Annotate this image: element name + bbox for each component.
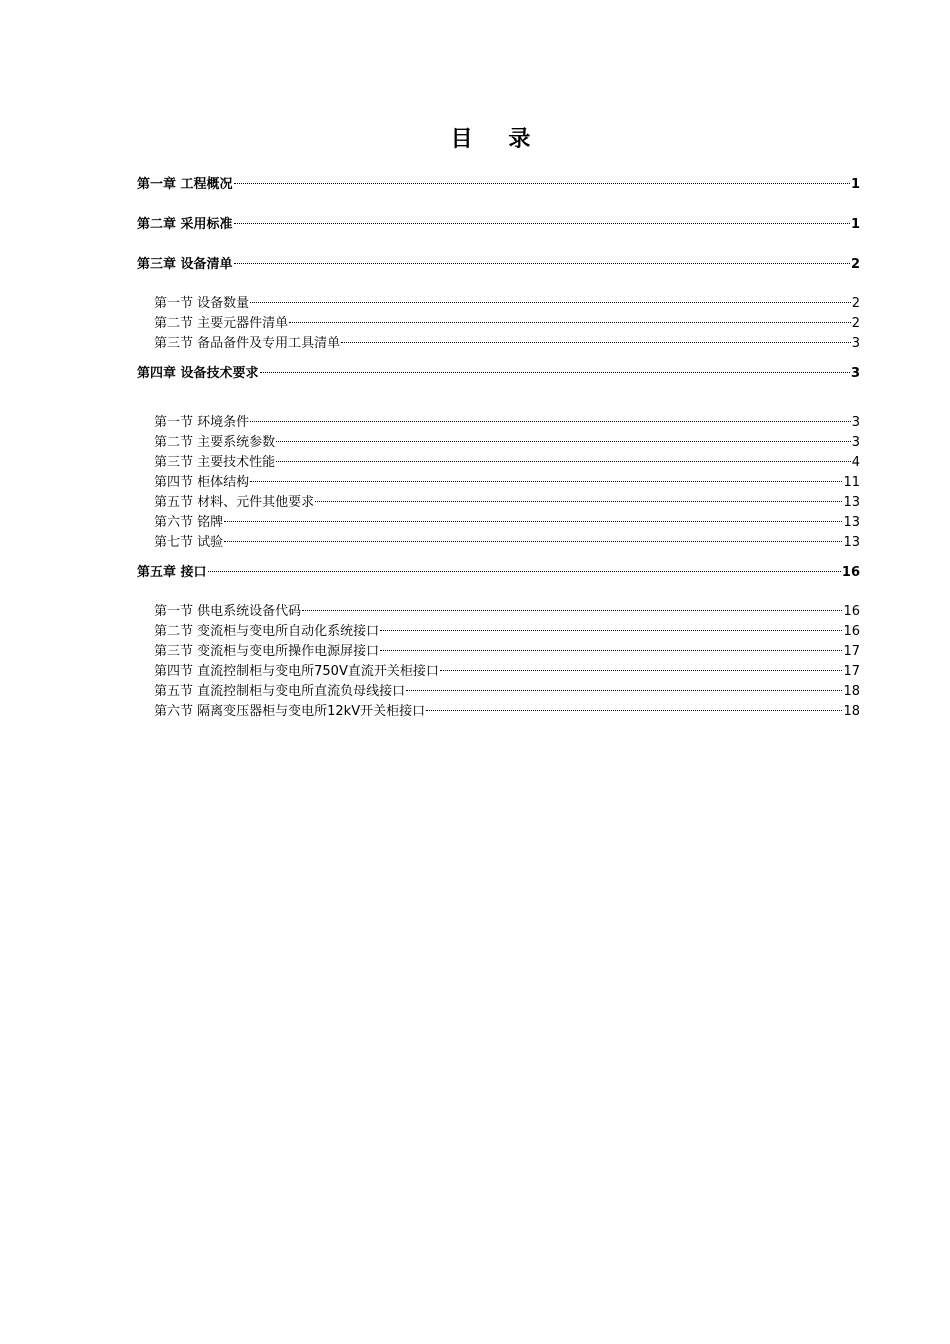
toc-chapter-entry[interactable] — [137, 364, 860, 384]
toc-page-number: 3 — [850, 366, 860, 381]
toc-entry-label: 第四节 柜体结构 — [154, 475, 250, 490]
toc-section-entry[interactable] — [154, 334, 860, 354]
toc-entry-label: 第三章 设备清单 — [137, 257, 233, 272]
toc-page-number: 3 — [851, 415, 860, 430]
toc-chapter-entry[interactable] — [137, 255, 860, 275]
toc-page-number: 17 — [843, 644, 860, 659]
toc-entry-label: 第一节 供电系统设备代码 — [154, 604, 302, 619]
toc-page-number: 18 — [843, 684, 860, 699]
toc-page-number: 13 — [843, 535, 860, 550]
toc-page-number: 17 — [843, 664, 860, 679]
toc-section-entry[interactable] — [154, 702, 860, 722]
toc-entry-label: 第四章 设备技术要求 — [137, 366, 259, 381]
toc-section-entry[interactable] — [154, 602, 860, 622]
toc-chapter-entry[interactable] — [137, 215, 860, 235]
toc-dot-leader — [276, 461, 851, 462]
toc-entry-label: 第三节 主要技术性能 — [154, 455, 276, 470]
toc-page-number: 16 — [843, 624, 860, 639]
toc-section-entry[interactable] — [154, 682, 860, 702]
toc-page-number: 2 — [851, 296, 860, 311]
toc-page-number: 13 — [843, 495, 860, 510]
toc-page-number: 3 — [851, 336, 860, 351]
toc-entry-label: 第六节 铭牌 — [154, 515, 224, 530]
toc-page-number: 11 — [843, 475, 860, 490]
toc-entry-label: 第七节 试验 — [154, 535, 224, 550]
toc-entry-label: 第五节 材料、元件其他要求 — [154, 495, 315, 510]
toc-dot-leader — [289, 322, 851, 323]
toc-dot-leader — [341, 342, 851, 343]
toc-dot-leader — [234, 263, 850, 264]
toc-entry-label: 第三节 变流柜与变电所操作电源屏接口 — [154, 644, 380, 659]
toc-page-number: 18 — [843, 704, 860, 719]
toc-entry-label: 第二章 采用标准 — [137, 217, 233, 232]
toc-chapter-entry[interactable] — [137, 175, 860, 195]
toc-section-entry[interactable] — [154, 453, 860, 473]
toc-dot-leader — [250, 302, 851, 303]
toc-page-number: 16 — [843, 604, 860, 619]
toc-title: 目 录 — [450, 126, 545, 152]
toc-page-number: 13 — [843, 515, 860, 530]
toc-page-number: 2 — [851, 316, 860, 331]
toc-dot-leader — [276, 441, 851, 442]
toc-dot-leader — [224, 521, 842, 522]
toc-entry-label: 第二节 变流柜与变电所自动化系统接口 — [154, 624, 380, 639]
toc-entry-label: 第二节 主要元器件清单 — [154, 316, 289, 331]
toc-page-number: 3 — [851, 435, 860, 450]
toc-page-number: 2 — [850, 257, 860, 272]
toc-page-number: 16 — [841, 565, 860, 580]
toc-page-number: 4 — [851, 455, 860, 470]
toc-dot-leader — [224, 541, 842, 542]
toc-entry-label: 第五节 直流控制柜与变电所直流负母线接口 — [154, 684, 406, 699]
toc-entry-label: 第五章 接口 — [137, 565, 207, 580]
toc-entry-label: 第二节 主要系统参数 — [154, 435, 276, 450]
toc-entry-label: 第四节 直流控制柜与变电所750V直流开关柜接口 — [154, 664, 439, 679]
toc-dot-leader — [208, 571, 841, 572]
toc-page-number: 1 — [850, 217, 860, 232]
toc-chapter-entry[interactable] — [137, 563, 860, 583]
toc-dot-leader — [380, 650, 842, 651]
toc-dot-leader — [406, 690, 842, 691]
toc-section-entry[interactable] — [154, 314, 860, 334]
toc-dot-leader — [234, 223, 850, 224]
toc-section-entry[interactable] — [154, 513, 860, 533]
toc-section-entry[interactable] — [154, 433, 860, 453]
toc-dot-leader — [380, 630, 842, 631]
toc-dot-leader — [426, 710, 842, 711]
toc-dot-leader — [250, 421, 851, 422]
toc-page-number: 1 — [850, 177, 860, 192]
toc-section-entry[interactable] — [154, 642, 860, 662]
toc-dot-leader — [250, 481, 842, 482]
toc-entry-label: 第六节 隔离变压器柜与变电所12kV开关柜接口 — [154, 704, 426, 719]
toc-dot-leader — [260, 372, 850, 373]
toc-section-entry[interactable] — [154, 533, 860, 553]
toc-section-entry[interactable] — [154, 294, 860, 314]
toc-entry-label: 第一章 工程概况 — [137, 177, 233, 192]
toc-section-entry[interactable] — [154, 622, 860, 642]
toc-dot-leader — [315, 501, 842, 502]
toc-section-entry[interactable] — [154, 413, 860, 433]
toc-section-entry[interactable] — [154, 662, 860, 682]
toc-entry-label: 第一节 设备数量 — [154, 296, 250, 311]
toc-section-entry[interactable] — [154, 473, 860, 493]
toc-section-entry[interactable] — [154, 493, 860, 513]
toc-dot-leader — [440, 670, 843, 671]
toc-entry-label: 第三节 备品备件及专用工具清单 — [154, 336, 341, 351]
toc-dot-leader — [302, 610, 842, 611]
toc-entry-label: 第一节 环境条件 — [154, 415, 250, 430]
toc-dot-leader — [234, 183, 850, 184]
